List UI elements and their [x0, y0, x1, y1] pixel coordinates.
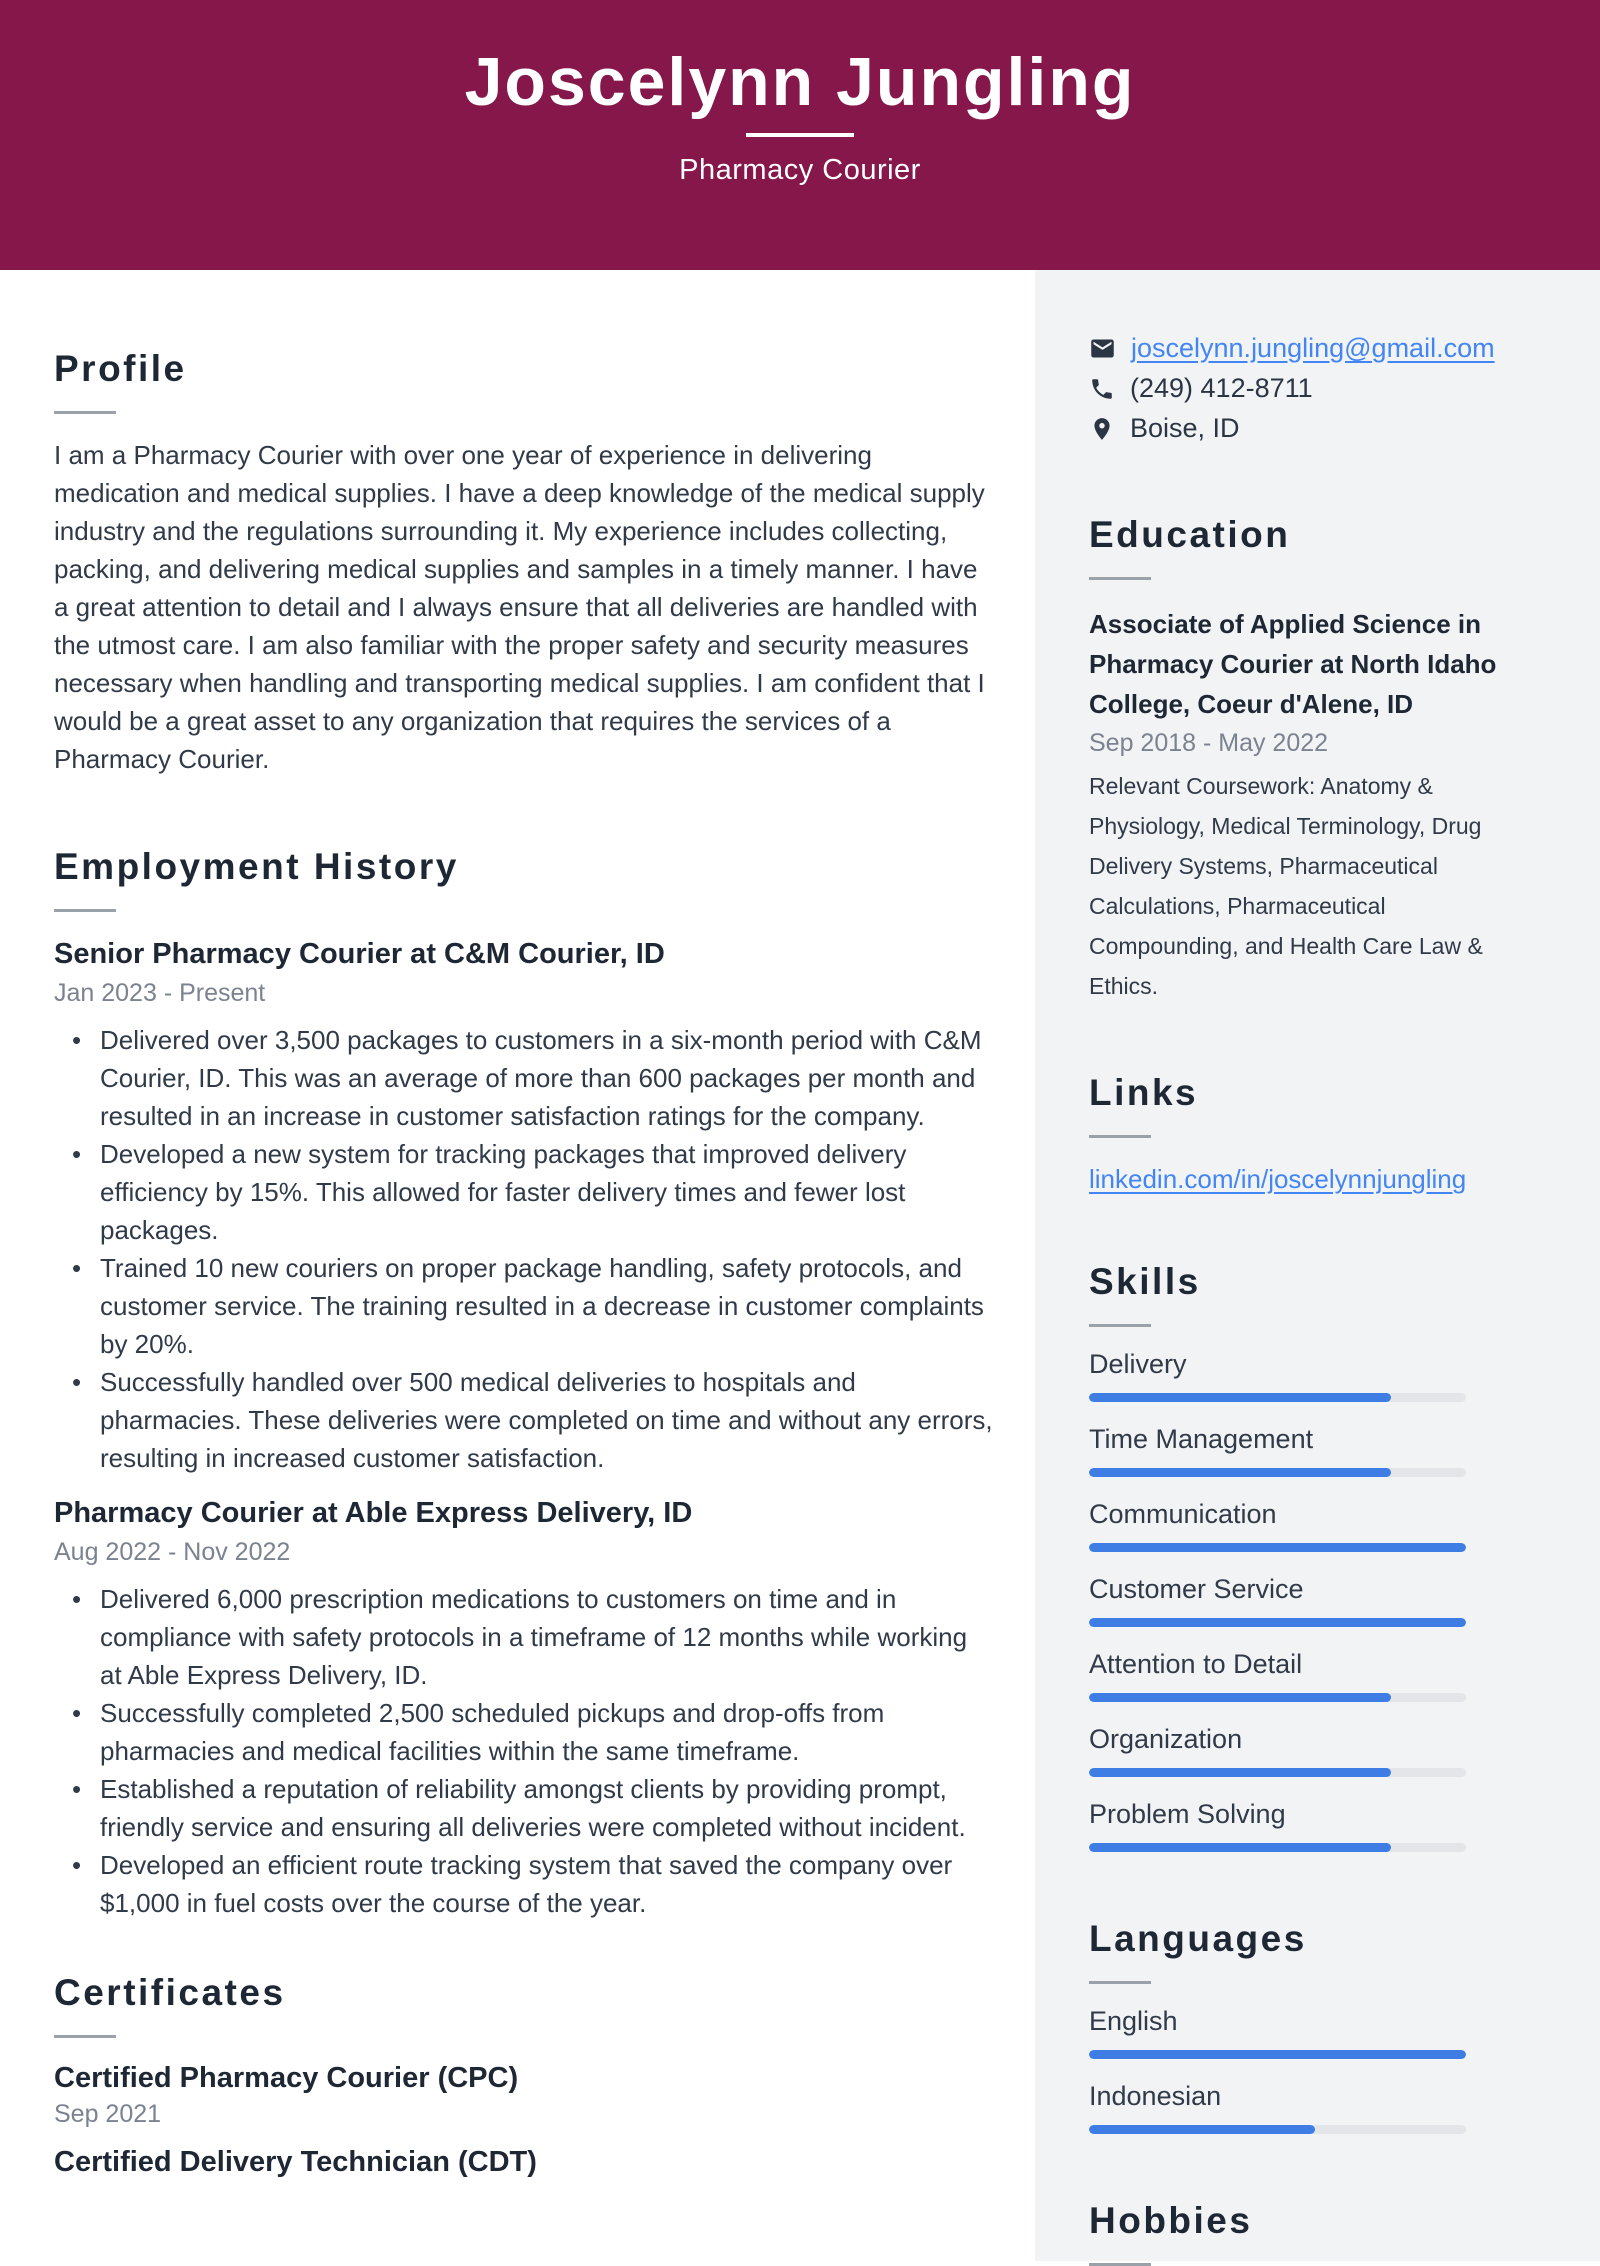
job-bullet: • Delivered over 3,500 packages to customers in a six-month period with C&M Courier, ID. This was an average of more than 600 packages per month and resulted in an increase in customer satisfaction ratings for the company.	[100, 1021, 994, 1135]
languages-heading: Languages	[1089, 1918, 1307, 1959]
job-bullet: • Developed an efficient route tracking system that saved the company over $1,000 in fuel costs over the course of the year.	[100, 1846, 994, 1922]
contact-block	[1089, 333, 1520, 444]
certificate-title: Certified Pharmacy Courier (CPC)	[54, 2062, 519, 2094]
education-description: Relevant Coursework: Anatomy & Physiology, Medical Terminology, Drug Delivery Systems, Pharmaceutical Calculations, Pharmaceutical Compounding, and Health Care Law & Ethics.	[1089, 773, 1483, 999]
candidate-name: Joscelynn Jungling	[464, 44, 1136, 120]
sidebar	[1035, 270, 1600, 2261]
meter-label: Customer Service	[1089, 1574, 1304, 1604]
skills-heading: Skills	[1089, 1261, 1201, 1302]
job-bullet: • Trained 10 new couriers on proper package handling, safety protocols, and customer service. The training resulted in a decrease in customer complaints by 20%.	[100, 1249, 994, 1363]
meter-fill	[1089, 1543, 1466, 1552]
job-bullet: • Established a reputation of reliability amongst clients by providing prompt, friendly service and ensuring all deliveries were completed without incident.	[100, 1770, 994, 1846]
hobbies-section	[1089, 2202, 1520, 2266]
meter-fill	[1089, 1693, 1391, 1702]
education-heading: Education	[1089, 514, 1291, 555]
meter-label: English	[1089, 2006, 1178, 2036]
job-bullet: • Successfully completed 2,500 scheduled pickups and drop-offs from pharmacies and medical facilities within the same timeframe.	[100, 1694, 994, 1770]
meter-track	[1089, 2125, 1466, 2134]
skill-row	[1089, 1799, 1520, 1852]
job-bullets	[54, 1021, 994, 1477]
jobs-list	[54, 938, 994, 1922]
meter-fill	[1089, 1393, 1391, 1402]
certificate-entry	[54, 2062, 994, 2128]
job-bullet: • Delivered 6,000 prescription medications to customers on time and in compliance with safety protocols in a timeframe of 12 months while working at Able Express Delivery, ID.	[100, 1580, 994, 1694]
job-dates: Aug 2022 - Nov 2022	[54, 1538, 291, 1566]
meter-track	[1089, 1768, 1466, 1777]
meter-track	[1089, 1618, 1466, 1627]
phone-number: (249) 412-8711	[1130, 373, 1313, 403]
phone-icon	[1089, 376, 1115, 402]
hobbies-heading: Hobbies	[1089, 2200, 1253, 2241]
section-divider	[1089, 1981, 1151, 1984]
section-divider	[54, 2035, 116, 2038]
section-divider	[54, 909, 116, 912]
resume-body	[0, 270, 1600, 2261]
job-title: Senior Pharmacy Courier at C&M Courier, ID	[54, 938, 665, 970]
meter-track	[1089, 1468, 1466, 1477]
job-entry	[54, 1497, 994, 1922]
meter-fill	[1089, 2050, 1466, 2059]
job-entry	[54, 938, 994, 1477]
education-section	[1089, 516, 1520, 1006]
job-bullet: • Developed a new system for tracking packages that improved delivery efficiency by 15%. This allowed for faster delivery times and fewer lost packages.	[100, 1135, 994, 1249]
skill-row	[1089, 1499, 1520, 1552]
skill-row	[1089, 1574, 1520, 1627]
language-row	[1089, 2006, 1520, 2059]
resume-header	[0, 0, 1600, 270]
candidate-job-title: Pharmacy Courier	[679, 154, 921, 187]
job-title: Pharmacy Courier at Able Express Delivery, ID	[54, 1497, 693, 1529]
links-section	[1089, 1074, 1520, 1195]
meter-track	[1089, 1393, 1466, 1402]
job-bullet: • Successfully handled over 500 medical deliveries to hospitals and pharmacies. These deliveries were completed on time and without any errors, resulting in increased customer satisfaction.	[100, 1363, 994, 1477]
meter-track	[1089, 1843, 1466, 1852]
section-divider	[1089, 1324, 1151, 1327]
employment-section	[54, 848, 994, 1922]
skill-row	[1089, 1424, 1520, 1477]
meter-label: Indonesian	[1089, 2081, 1222, 2111]
linkedin-link[interactable]: linkedin.com/in/joscelynnjungling	[1089, 1164, 1467, 1194]
meter-label: Organization	[1089, 1724, 1243, 1754]
envelope-icon	[1089, 335, 1116, 362]
certificates-section	[54, 1974, 994, 2179]
contact-phone-row	[1089, 373, 1520, 404]
meter-fill	[1089, 1468, 1391, 1477]
meter-fill	[1089, 1843, 1391, 1852]
skills-list	[1089, 1349, 1520, 1852]
meter-track	[1089, 2050, 1466, 2059]
certificates-list	[54, 2062, 994, 2179]
education-degree: Associate of Applied Science in Pharmacy Courier at North Idaho College, Coeur d'Alene, ID	[1089, 609, 1497, 719]
skills-section	[1089, 1263, 1520, 1852]
links-list	[1089, 1164, 1520, 1195]
language-row	[1089, 2081, 1520, 2134]
certificate-title: Certified Delivery Technician (CDT)	[54, 2146, 537, 2178]
profile-section	[54, 350, 994, 778]
location-text: Boise, ID	[1130, 413, 1240, 443]
certificate-entry	[54, 2146, 994, 2179]
meter-label: Problem Solving	[1089, 1799, 1286, 1829]
languages-section	[1089, 1920, 1520, 2134]
main-column	[0, 270, 1035, 2261]
meter-label: Time Management	[1089, 1424, 1314, 1454]
skill-row	[1089, 1649, 1520, 1702]
job-dates: Jan 2023 - Present	[54, 979, 266, 1007]
contact-location-row	[1089, 413, 1520, 444]
section-divider	[54, 411, 116, 414]
name-divider	[746, 133, 854, 137]
meter-track	[1089, 1543, 1466, 1552]
meter-label: Attention to Detail	[1089, 1649, 1303, 1679]
email-link[interactable]: joscelynn.jungling@gmail.com	[1131, 333, 1495, 363]
education-dates: Sep 2018 - May 2022	[1089, 729, 1329, 757]
profile-heading: Profile	[54, 348, 187, 389]
meter-fill	[1089, 2125, 1315, 2134]
section-divider	[1089, 1135, 1151, 1138]
section-divider	[1089, 577, 1151, 580]
languages-list	[1089, 2006, 1520, 2134]
meter-label: Communication	[1089, 1499, 1277, 1529]
contact-email-row	[1089, 333, 1520, 364]
certificates-heading: Certificates	[54, 1972, 286, 2013]
skill-row	[1089, 1724, 1520, 1777]
job-bullets	[54, 1580, 994, 1922]
employment-heading: Employment History	[54, 846, 459, 887]
meter-label: Delivery	[1089, 1349, 1187, 1379]
meter-track	[1089, 1693, 1466, 1702]
links-heading: Links	[1089, 1072, 1199, 1113]
map-pin-icon	[1089, 416, 1115, 442]
meter-fill	[1089, 1768, 1391, 1777]
meter-fill	[1089, 1618, 1466, 1627]
certificate-date: Sep 2021	[54, 2100, 162, 2128]
profile-text: I am a Pharmacy Courier with over one year of experience in delivering medication and medical supplies. I have a deep knowledge of the medical supply industry and the regulations surrounding it. My experience includes collecting, packing, and delivering medical supplies and samples in a timely manner. I have a great attention to detail and I always ensure that all deliveries are handled with the utmost care. I am also familiar with the proper safety and security measures necessary when handling and transporting medical supplies. I am confident that I would be a great asset to any organization that requires the services of a Pharmacy Courier.	[54, 440, 985, 774]
skill-row	[1089, 1349, 1520, 1402]
